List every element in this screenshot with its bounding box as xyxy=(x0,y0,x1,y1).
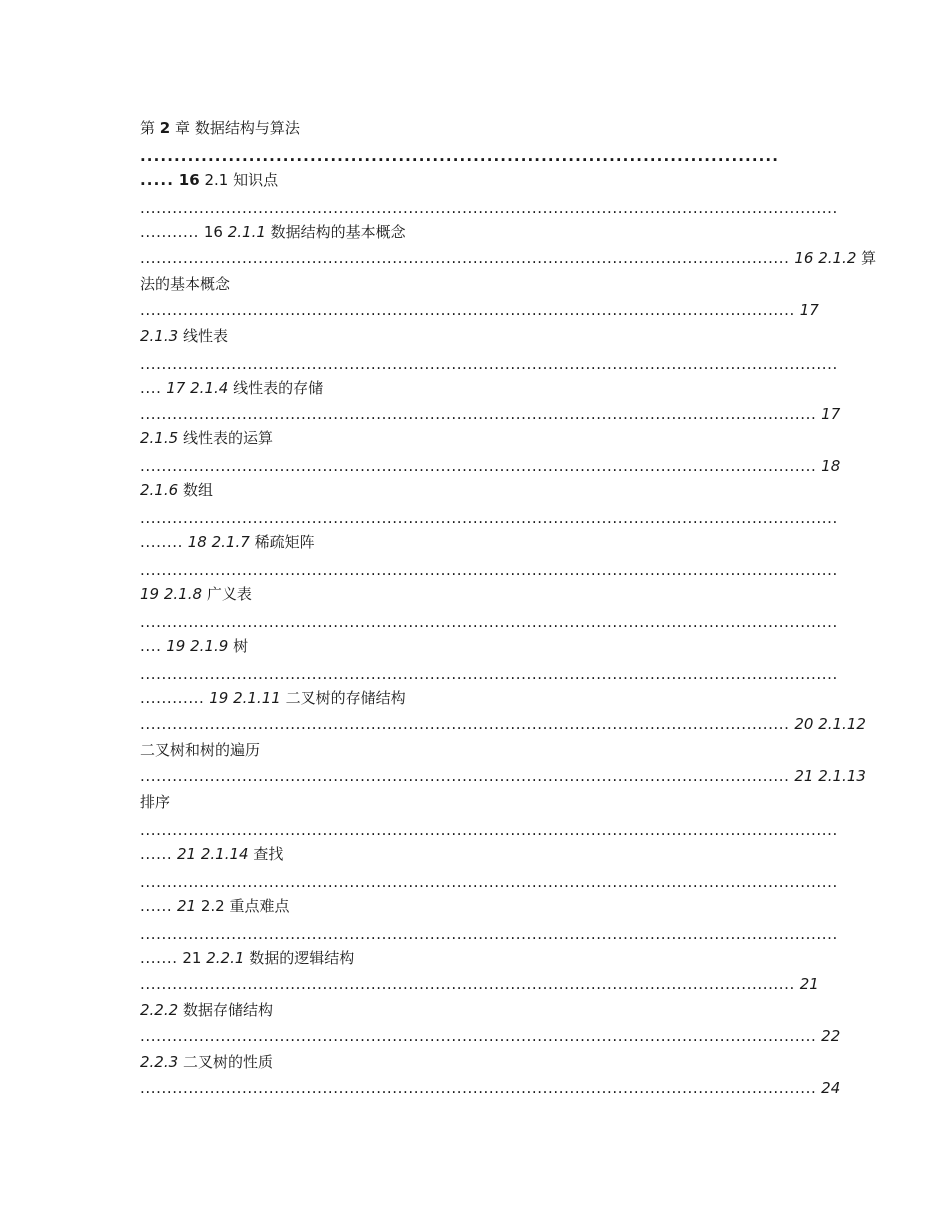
toc-line xyxy=(140,404,840,424)
toc-entry-page: 16 xyxy=(203,223,223,241)
toc-entry-number: 2.1.13 xyxy=(818,767,866,785)
toc-entry-title: 数据的逻辑结构 xyxy=(249,949,355,967)
chapter-suffix: 章 xyxy=(175,119,191,137)
toc-line xyxy=(140,974,819,994)
toc-line xyxy=(140,532,315,552)
leader-dots: .......................................................................................................................... xyxy=(140,301,795,319)
leader-dots: .............................................................................................................................. xyxy=(140,1079,817,1097)
chapter-number: 2 xyxy=(159,119,171,137)
leader-dots: ..... xyxy=(140,171,174,189)
toc-entry-number: 2.1.4 xyxy=(190,379,229,397)
leader-dots: ........... xyxy=(140,223,200,241)
toc-entry-title: 线性表的存储 xyxy=(233,379,324,397)
chapter-prefix: 第 xyxy=(140,119,156,137)
toc-entry-number: 2.1.2 xyxy=(818,249,857,267)
toc-entry-page: 21 xyxy=(799,975,819,993)
leader-dots: .................................................................................................................................. xyxy=(140,665,838,683)
toc-entry-title: 数组 xyxy=(182,481,213,499)
toc-line xyxy=(140,326,228,346)
chapter-title: 数据结构与算法 xyxy=(194,119,300,137)
toc-line xyxy=(140,1026,840,1046)
leader-dots: ........ xyxy=(140,533,183,551)
leader-dots: ....... xyxy=(140,949,178,967)
leader-dots: .............................................................................................................................. xyxy=(140,1027,817,1045)
toc-entry-page: 19 xyxy=(166,637,186,655)
leader-dots: ............ xyxy=(140,689,205,707)
toc-entry-number: 2.1.1 xyxy=(227,223,266,241)
toc-line xyxy=(140,1052,273,1072)
toc-entry-page: 18 xyxy=(187,533,207,551)
toc-entry-number: 2.2.3 xyxy=(140,1053,179,1071)
toc-entry-number: 2.1.6 xyxy=(140,481,179,499)
leader-dots: .... xyxy=(140,637,162,655)
toc-entry-page: 21 xyxy=(177,845,197,863)
toc-line xyxy=(140,456,840,476)
toc-entry-page: 21 xyxy=(182,949,202,967)
toc-entry-title: 知识点 xyxy=(233,171,279,189)
toc-line xyxy=(140,248,876,268)
leader-dots: .......................................................................................................................... xyxy=(140,975,795,993)
toc-entry-page: 17 xyxy=(166,379,186,397)
leader-dots: .................................................................................................................................. xyxy=(140,199,838,217)
leader-dots: ...... xyxy=(140,897,173,915)
toc-entry-number: 2.2 xyxy=(200,897,225,915)
toc-entry-title: 广义表 xyxy=(206,585,252,603)
toc-entry-title: 算 xyxy=(861,249,877,267)
toc-line xyxy=(140,170,278,190)
toc-entry-title: 排序 xyxy=(140,793,171,811)
toc-entry-page: 22 xyxy=(821,1027,841,1045)
toc-entry-title: 法的基本概念 xyxy=(140,275,231,293)
toc-entry-title: 数据结构的基本概念 xyxy=(270,223,406,241)
toc-line xyxy=(140,274,230,294)
toc-entry-page: 20 xyxy=(794,715,814,733)
toc-entry-number: 2.1.5 xyxy=(140,429,179,447)
toc-entry-page: 16 xyxy=(794,249,814,267)
leader-dots: ......................................................................................................................... xyxy=(140,767,790,785)
leader-dots: .............................................................................................................................. xyxy=(140,405,817,423)
toc-line xyxy=(140,480,213,500)
leader-dots: ......................................................................................................................... xyxy=(140,715,790,733)
leader-dots: ......................................................................................................................... xyxy=(140,249,790,267)
toc-entry-title: 二叉树的性质 xyxy=(182,1053,273,1071)
leader-dots: .................................................................................................................................. xyxy=(140,613,838,631)
toc-line xyxy=(140,1078,840,1098)
toc-entry-number: 2.2.1 xyxy=(206,949,245,967)
toc-entry-number: 2.1.7 xyxy=(211,533,250,551)
leader-dots: .............................................................................................. xyxy=(140,147,780,165)
toc-entry-title: 线性表 xyxy=(182,327,228,345)
toc-entry-page: 19 xyxy=(140,585,160,603)
toc-line xyxy=(140,584,252,604)
toc-entry-number: 2.1 xyxy=(204,171,229,189)
leader-dots: .... xyxy=(140,379,162,397)
leader-dots: .................................................................................................................................. xyxy=(140,509,838,527)
toc-entry-number: 2.1.9 xyxy=(190,637,229,655)
toc-entry-title: 树 xyxy=(233,637,249,655)
toc-line xyxy=(140,740,260,760)
leader-dots: .................................................................................................................................. xyxy=(140,873,838,891)
toc-entry-number: 2.2.2 xyxy=(140,1001,179,1019)
toc-entry-number: 2.1.12 xyxy=(818,715,866,733)
chapter-page-number: 16 xyxy=(178,171,200,189)
toc-entry-page: 21 xyxy=(177,897,197,915)
leader-dots: .................................................................................................................................. xyxy=(140,925,838,943)
toc-line xyxy=(140,844,283,864)
leader-dots: .................................................................................................................................. xyxy=(140,355,838,373)
toc-entry-number: 2.1.3 xyxy=(140,327,179,345)
toc-entry-page: 24 xyxy=(821,1079,841,1097)
toc-entry-title: 二叉树和树的遍历 xyxy=(140,741,261,759)
toc-entry-page: 19 xyxy=(209,689,229,707)
toc-line xyxy=(140,896,290,916)
toc-line xyxy=(140,948,354,968)
toc-line xyxy=(140,300,819,320)
chapter-heading xyxy=(140,118,300,138)
toc-entry-page: 17 xyxy=(799,301,819,319)
toc-entry-page: 21 xyxy=(794,767,814,785)
toc-line xyxy=(140,714,866,734)
toc-line xyxy=(140,1000,273,1020)
toc-entry-title: 二叉树的存储结构 xyxy=(285,689,406,707)
toc-entry-number: 2.1.14 xyxy=(200,845,249,863)
leader-dots: .................................................................................................................................. xyxy=(140,821,838,839)
toc-line xyxy=(140,688,406,708)
leader-dots: .................................................................................................................................. xyxy=(140,561,838,579)
leader-dots: ...... xyxy=(140,845,173,863)
toc-entry-number: 2.1.8 xyxy=(163,585,203,603)
toc-line xyxy=(140,378,323,398)
leader-dots: .............................................................................................................................. xyxy=(140,457,817,475)
toc-entry-title: 查找 xyxy=(253,845,284,863)
toc-line xyxy=(140,766,866,786)
toc-line xyxy=(140,636,248,656)
toc-entry-page: 17 xyxy=(821,405,841,423)
toc-line xyxy=(140,428,273,448)
toc-entry-page: 18 xyxy=(821,457,841,475)
toc-entry-number: 2.1.11 xyxy=(233,689,281,707)
toc-entry-title: 重点难点 xyxy=(229,897,290,915)
toc-entry-title: 线性表的运算 xyxy=(182,429,273,447)
toc-line xyxy=(140,792,170,812)
toc-entry-title: 数据存储结构 xyxy=(182,1001,273,1019)
toc-line xyxy=(140,222,406,242)
toc-entry-title: 稀疏矩阵 xyxy=(254,533,315,551)
